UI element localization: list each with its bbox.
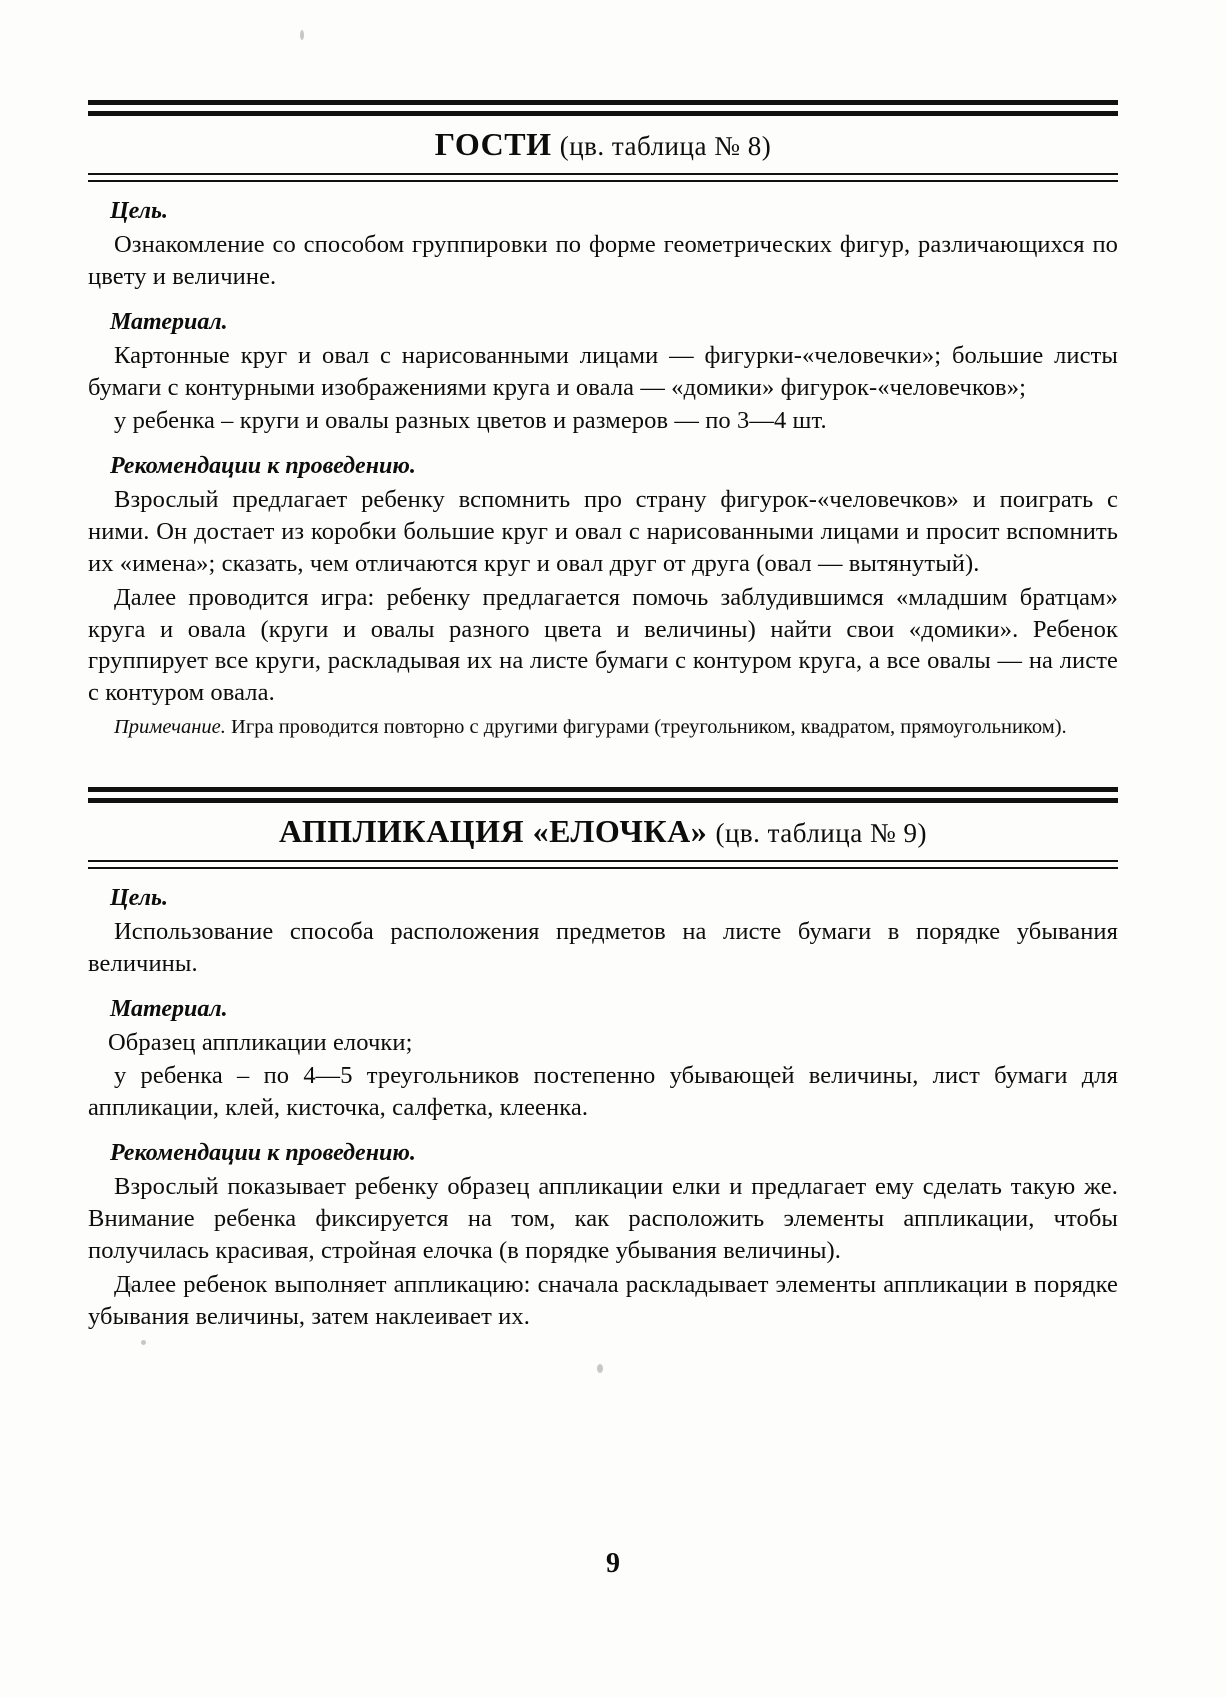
note-label: Примечание. [114, 716, 226, 739]
note-text: Игра проводится повторно с другими фигурами (треугольником, квадратом, прямоугольником). [225, 716, 1067, 739]
page-content [88, 100, 1118, 1334]
scan-speck [300, 30, 304, 40]
paragraph: Взрослый показывает ребенку образец аппликации елки и предлагает ему сделать такую же. Внимание ребенка фиксируется на том, как расположить элементы аппликации, чтобы получилась красивая, стройная елочка (в порядке убывания величины). [88, 1173, 1118, 1264]
paragraph: Образец аппликации елочки; [108, 1028, 413, 1056]
section-title-main: ГОСТИ [434, 126, 552, 162]
paragraph: Взрослый предлагает ребенку вспомнить про страну фигурок-«человечков» и поиграть с ними. Он достает из коробки большие круг и овал с нарисованными лицами и просит вспомнить их «имена»; сказать, чем отличаются круг и овал друг от друга (овал — вытянутый). [88, 486, 1118, 577]
section-title-sub: (цв. таблица № 8) [559, 131, 772, 161]
section-rule-bottom2 [88, 867, 1118, 869]
page-number: 9 [606, 1548, 620, 1579]
subhead-material: Материал. [110, 995, 228, 1022]
subhead-material: Материал. [110, 308, 228, 335]
paragraph: Далее проводится игра: ребенку предлагается помочь заблудившимся «младшим братцам» круга и овала (круги и овалы разного цвета и величины) найти свои «домики». Ребенок группирует все круги, раскладывая их на листе бумаги с контуром круга, а все овалы — на листе с контуром овала. [88, 583, 1118, 707]
section-title-elochka [88, 803, 1118, 860]
scan-speck [141, 1340, 146, 1345]
paragraph: Ознакомление со способом группировки по форме геометрических фигур, различающихся по цвету и величине. [88, 231, 1118, 290]
section-applikaciya-elochka [88, 787, 1118, 1332]
section-title-gosti [88, 116, 1118, 173]
subhead-rekomendacii: Рекомендации к проведению. [110, 1140, 416, 1167]
subhead-cel: Цель. [110, 198, 169, 224]
section-title-sub: (цв. таблица № 9) [715, 817, 927, 848]
subhead-rekomendacii: Рекомендации к проведению. [110, 453, 416, 480]
subhead-cel: Цель. [110, 884, 169, 911]
scan-speck [597, 1364, 603, 1373]
paragraph: у ребенка – круги и овалы разных цветов и размеров — по 3—4 шт. [114, 407, 827, 435]
note-paragraph [88, 715, 1118, 741]
paragraph: Картонные круг и овал с нарисованными лицами — фигурки-«человечки»; большие листы бумаги с контурными изображениями круга и овала — «домики» фигурок-«человечков»; [88, 341, 1118, 401]
section-rule-bottom2 [88, 180, 1118, 182]
paragraph: у ребенка – по 4—5 треугольников постепенно убывающей величины, лист бумаги для аппликации, клей, кисточка, салфетка, клеенка. [88, 1062, 1118, 1122]
section-gosti [88, 100, 1118, 741]
paragraph: Использование способа расположения предметов на листе бумаги в порядке убывания величины. [88, 917, 1118, 977]
section-title-main: АППЛИКАЦИЯ «ЕЛОЧКА» [279, 812, 708, 849]
paragraph: Далее ребенок выполняет аппликацию: сначала раскладывает элементы аппликации в порядке убывания величины, затем наклеивает их. [88, 1270, 1118, 1330]
